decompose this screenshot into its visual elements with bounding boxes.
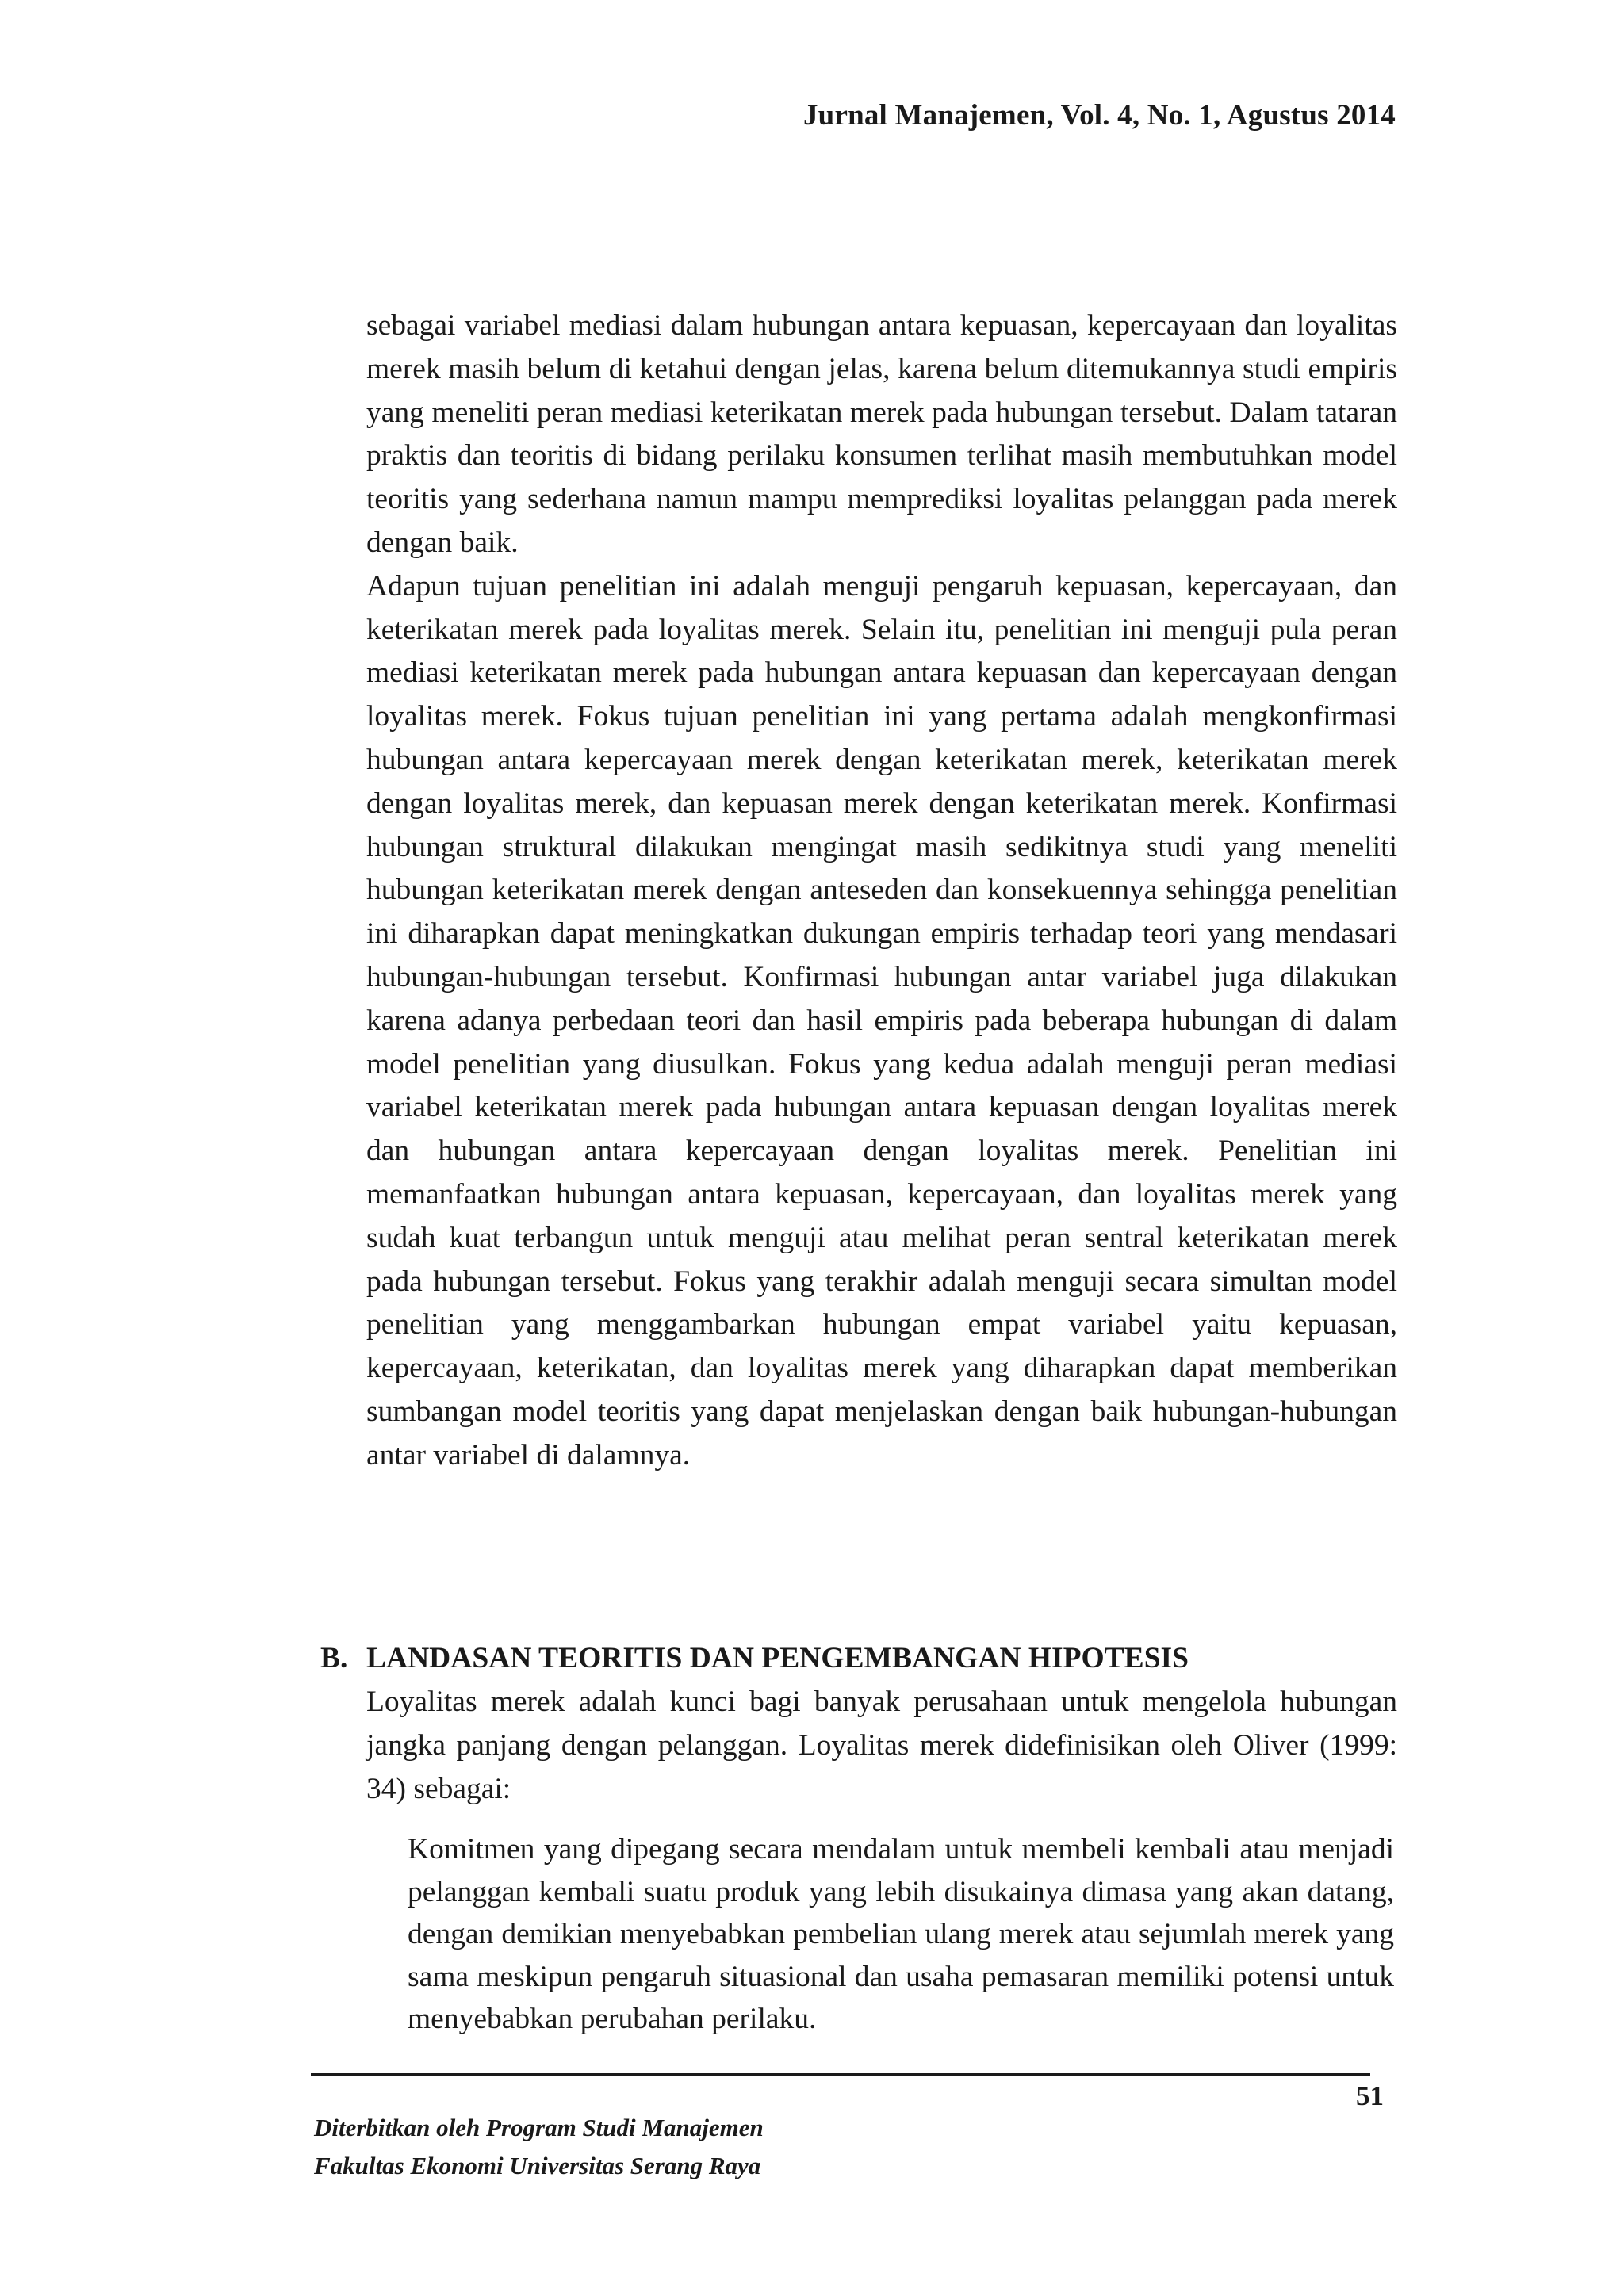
section-heading [320, 1641, 1189, 1675]
page-number: 51 [1356, 2080, 1384, 2111]
footer-divider [311, 2073, 1370, 2076]
publisher-line-1: Diterbitkan oleh Program Studi Manajemen [314, 2114, 764, 2141]
section-number: B. [320, 1642, 348, 1674]
intro-text [366, 304, 1397, 1478]
intro-paragraph-1: sebagai variabel mediasi dalam hubungan antara kepuasan, kepercayaan dan loyalitas merek masih belum di ketahui dengan jelas, karena belum ditemukannya studi empiris yang meneliti peran mediasi keterikatan merek pada hubungan tersebut. Dalam tataran praktis dan teoritis di bidang perilaku konsumen terlihat masih membutuhkan model teoritis yang sederhana namun mampu memprediksi loyalitas pelanggan pada merek dengan baik. [366, 309, 1397, 559]
publisher-line-2: Fakultas Ekonomi Universitas Serang Raya [314, 2152, 761, 2179]
intro-paragraph-2: Adapun tujuan penelitian ini adalah menguji pengaruh kepuasan, kepercayaan, dan keterikatan merek pada loyalitas merek. Selain itu, penelitian ini menguji pula peran mediasi keterikatan merek pada hubungan antara kepuasan dan kepercayaan dengan loyalitas merek. Fokus tujuan penelitian ini yang pertama adalah mengkonfirmasi hubungan antara kepercayaan merek dengan keterikatan merek, keterikatan merek dengan loyalitas merek, dan kepuasan merek dengan keterikatan merek. Konfirmasi hubungan struktural dilakukan mengingat masih sedikitnya studi yang meneliti hubungan keterikatan merek dengan anteseden dan konsekuennya sehingga penelitian ini diharapkan dapat meningkatkan dukungan empiris terhadap teori yang mendasari hubungan-hubungan tersebut. Konfirmasi hubungan antar variabel juga dilakukan karena adanya perbedaan teori dan hasil empiris pada beberapa hubungan di dalam model penelitian yang diusulkan. Fokus yang kedua adalah menguji peran mediasi variabel keterikatan merek pada hubungan antara kepuasan dengan loyalitas merek dan hubungan antara kepercayaan dengan loyalitas merek. Penelitian ini memanfaatkan hubungan antara kepuasan, kepercayaan, dan loyalitas merek yang sudah kuat terbangun untuk menguji atau melihat peran sentral keterikatan merek pada hubungan tersebut. Fokus yang terakhir adalah menguji secara simultan model penelitian yang menggambarkan hubungan empat variabel yaitu kepuasan, kepercayaan, keterikatan, dan loyalitas merek yang diharapkan dapat memberikan sumbangan model teoritis yang dapat menjelaskan dengan baik hubungan-hubungan antar variabel di dalamnya. [366, 569, 1397, 1471]
journal-header: Jurnal Manajemen, Vol. 4, No. 1, Agustus 2014 [802, 99, 1396, 132]
section-text [366, 1681, 1397, 1811]
block-quote: Komitmen yang dipegang secara mendalam untuk membeli kembali atau menjadi pelanggan kembali suatu produk yang lebih disukainya dimasa yang akan datang, dengan demikian menyebabkan pembelian ulang merek atau sejumlah merek yang sama meskipun pengaruh situasional dan usaha pemasaran memiliki potensi untuk menyebabkan perubahan perilaku. [408, 1833, 1394, 2035]
section-paragraph: Loyalitas merek adalah kunci bagi banyak perusahaan untuk mengelola hubungan jangka panjang dengan pelanggan. Loyalitas merek didefinisikan oleh Oliver (1999: 34) sebagai: [366, 1686, 1397, 1805]
section-title: LANDASAN TEORITIS DAN PENGEMBANGAN HIPOTESIS [366, 1642, 1189, 1674]
